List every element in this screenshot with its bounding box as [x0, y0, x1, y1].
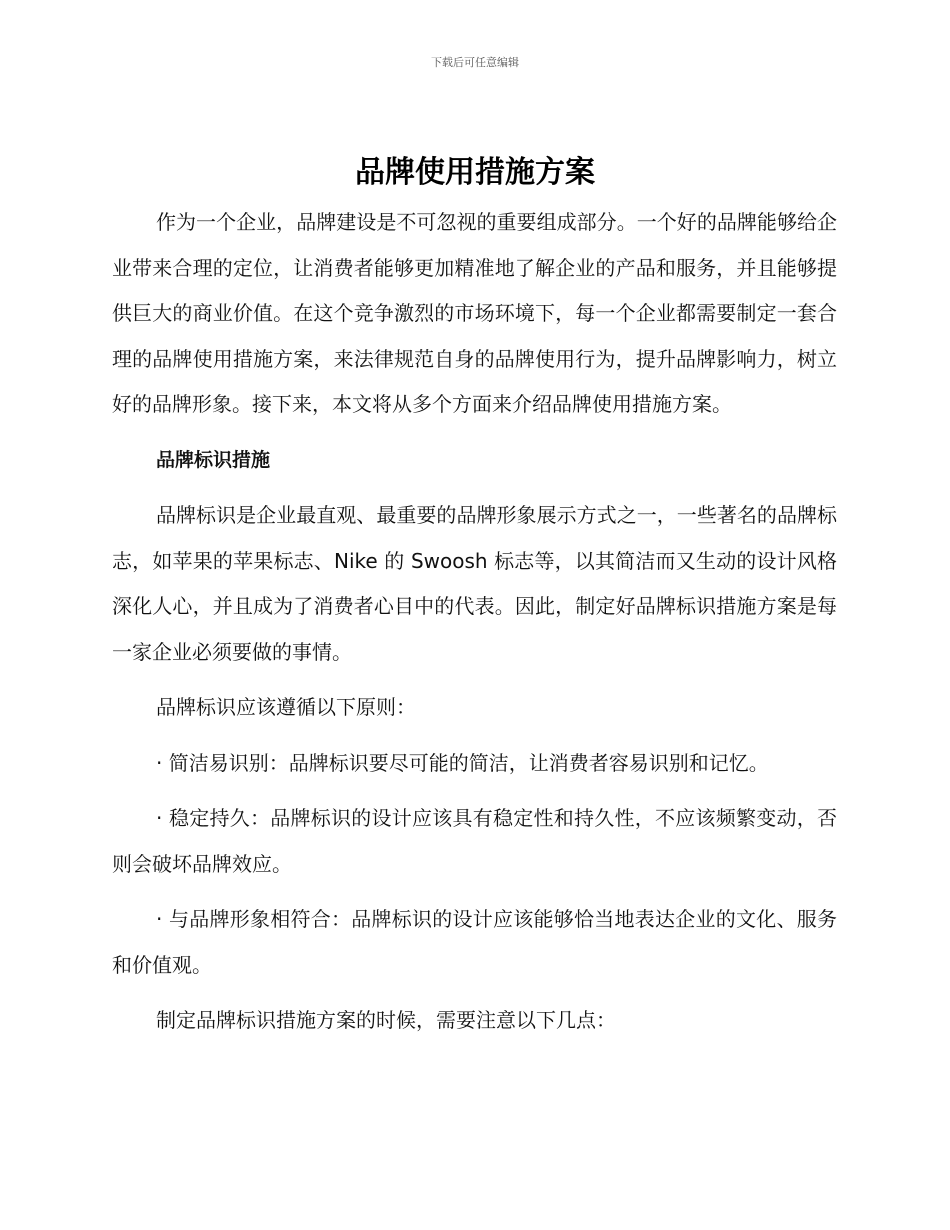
- document-title: 品牌使用措施方案: [355, 155, 595, 190]
- notes-intro-paragraph: 制定品牌标识措施方案的时候，需要注意以下几点：: [156, 1008, 616, 1032]
- section-heading-brand-identity: 品牌标识措施: [156, 448, 271, 471]
- principle-stable-lasting: · 稳定持久：品牌标识的设计应该具有稳定性和持久性，不应该频繁变动，否则会破坏品牌效应。: [112, 806, 837, 876]
- principles-intro-paragraph: 品牌标识应该遵循以下原则：: [156, 695, 416, 719]
- brand-identity-paragraph: 品牌标识是企业最直观、最重要的品牌形象展示方式之一，一些著名的品牌标志，如苹果的苹果标志、Nike 的 Swoosh 标志等，以其简洁而又生动的设计风格深化人心，并且成为了消费者心目中的代表。因此，制定好品牌标识措施方案是每一家企业必须要做的事情。: [112, 503, 837, 664]
- page-header-note: 下载后可任意编辑: [431, 56, 519, 69]
- principle-match-brand-image: · 与品牌形象相符合：品牌标识的设计应该能够恰当地表达企业的文化、服务和价值观。: [112, 907, 837, 977]
- intro-paragraph: 作为一个企业，品牌建设是不可忽视的重要组成部分。一个好的品牌能够给企业带来合理的定位，让消费者能够更加精准地了解企业的产品和服务，并且能够提供巨大的商业价值。在这个竞争激烈的市场环境下，每一个企业都需要制定一套合理的品牌使用措施方案，来法律规范自身的品牌使用行为，提升品牌影响力，树立好的品牌形象。接下来，本文将从多个方面来介绍品牌使用措施方案。: [112, 210, 837, 416]
- document-body: [112, 200, 837, 1054]
- principle-simple-recognizable: · 简洁易识别：品牌标识要尽可能的简洁，让消费者容易识别和记忆。: [156, 750, 769, 775]
